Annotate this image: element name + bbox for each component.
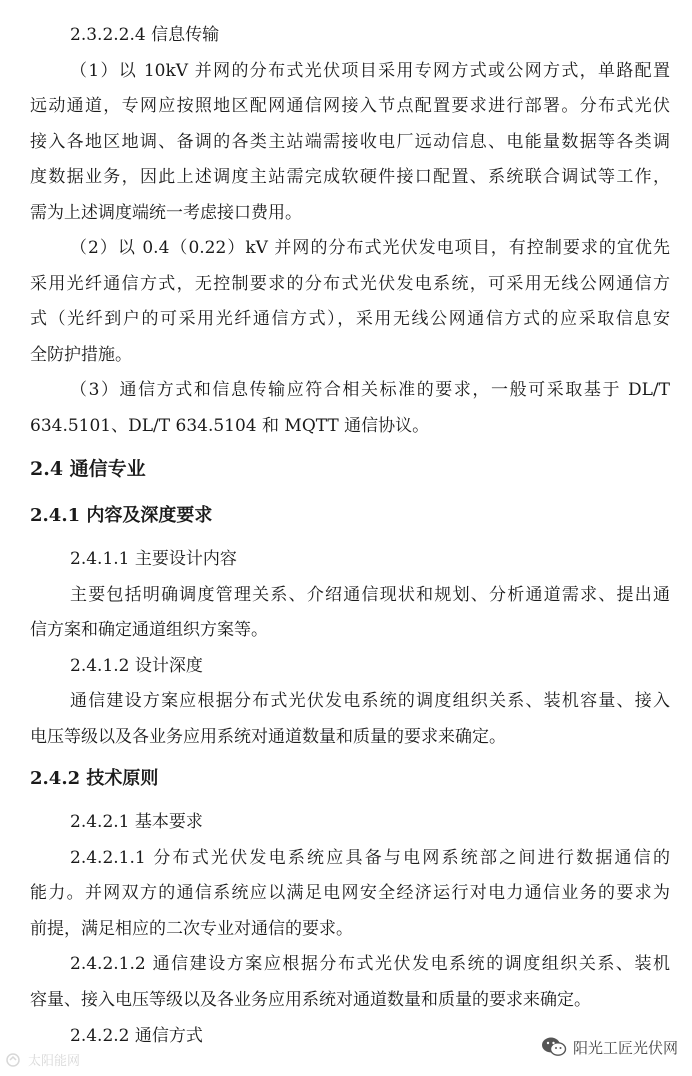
wechat-icon (541, 1036, 567, 1058)
text-line: （3）通信方式和信息传输应符合相关标准的要求，一般可采取基于 DL/T (70, 380, 670, 400)
text-line: 式（光纤到户的可采用光纤通信方式），采用无线公网通信方式的应采取信息安 (30, 309, 670, 329)
text-line: 度数据业务，因此上述调度主站需完成软硬件接口配置、系统联合调试等工作， (30, 167, 670, 187)
watermark-left-text: 太阳能网 (28, 1054, 81, 1069)
text-line: 2.4.2.1.2 通信建设方案应根据分布式光伏发电系统的调度组织关系、装机 (70, 954, 670, 974)
text-line: 2.4.2.1.1 分布式光伏发电系统应具备与电网系统部之间进行数据通信的 (70, 848, 670, 868)
watermark-left (6, 1050, 80, 1069)
text-line: 采用光纤通信方式，无控制要求的分布式光伏发电系统，可采用无线公网通信方 (30, 274, 670, 294)
section-heading: 2.4 通信专业 (30, 458, 146, 480)
text-line: 远动通道，专网应按照地区配网通信网接入节点配置要求进行部署。分布式光伏 (30, 96, 670, 116)
text-line: 2.3.2.2.4 信息传输 (70, 25, 220, 45)
text-line: 2.4.2.1 基本要求 (70, 812, 203, 832)
text-line: 2.4.1.1 主要设计内容 (70, 549, 237, 569)
text-line: 2.4.1.2 设计深度 (70, 656, 203, 676)
text-line: 634.5101、DL/T 634.5104 和 MQTT 通信协议。 (30, 416, 430, 436)
text-line: 前提，满足相应的二次专业对通信的要求。 (30, 919, 353, 939)
text-line: 主要包括明确调度管理关系、介绍通信现状和规划、分析通道需求、提出通 (70, 585, 670, 605)
text-line: （2）以 0.4（0.22）kV 并网的分布式光伏发电项目，有控制要求的宜优先 (70, 238, 670, 258)
section-heading: 2.4.1 内容及深度要求 (30, 505, 213, 526)
section-heading: 2.4.2 技术原则 (30, 768, 159, 789)
text-line: 容量、接入电压等级以及各业务应用系统对通道数量和质量的要求来确定。 (30, 990, 591, 1010)
watermark-right (541, 1036, 678, 1058)
text-line: 通信建设方案应根据分布式光伏发电系统的调度组织关系、装机容量、接入 (70, 691, 670, 711)
text-line: 信方案和确定通道组织方案等。 (30, 620, 268, 640)
text-line: 接入各地区地调、备调的各类主站端需接收电厂远动信息、电能量数据等各类调 (30, 132, 670, 152)
text-line: 能力。并网双方的通信系统应以满足电网安全经济运行对电力通信业务的要求为 (30, 883, 670, 903)
text-line: 需为上述调度端统一考虑接口费用。 (30, 203, 302, 223)
site-logo-icon (6, 1053, 24, 1067)
watermark-right-text: 阳光工匠光伏网 (572, 1038, 678, 1057)
text-line: 电压等级以及各业务应用系统对通道数量和质量的要求来确定。 (30, 727, 506, 747)
text-line: 全防护措施。 (30, 345, 132, 365)
text-line: 2.4.2.2 通信方式 (70, 1026, 203, 1046)
text-line: （1）以 10kV 并网的分布式光伏项目采用专网方式或公网方式，单路配置 (70, 61, 670, 81)
